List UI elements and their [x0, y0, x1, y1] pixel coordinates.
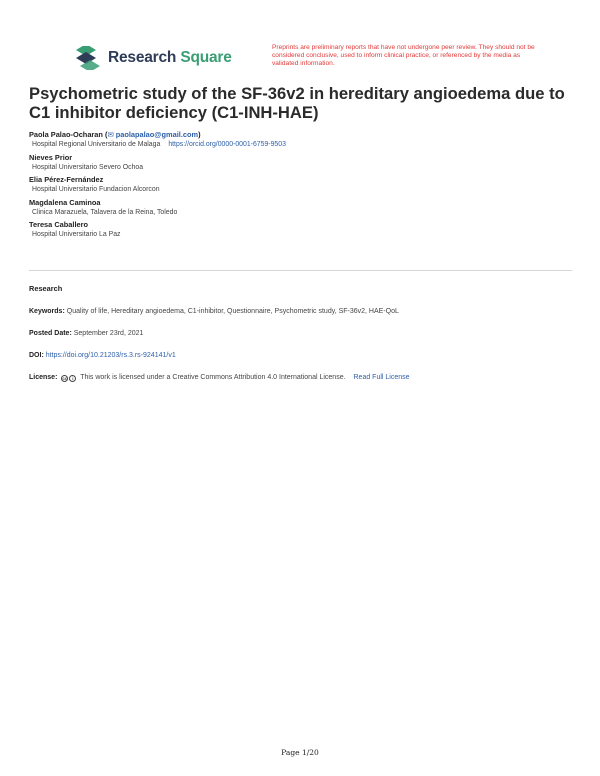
author-email-link[interactable]: ✉ paolapalao@gmail.com: [107, 130, 199, 139]
read-full-license-link[interactable]: Read Full License: [353, 374, 410, 381]
posted-date-value: September 23rd, 2021: [73, 330, 144, 337]
author-name: Teresa Caballero: [29, 220, 89, 229]
logo-text-square: Square: [180, 49, 232, 66]
logo-text-research: Research: [108, 49, 177, 66]
logo-text: [108, 49, 232, 67]
research-square-logo[interactable]: [74, 46, 232, 70]
author-affiliation: Hospital Universitario Severo Ochoa: [32, 163, 144, 171]
section-divider: [29, 270, 572, 271]
header: [74, 44, 534, 76]
article-metadata: [29, 284, 589, 395]
author-email[interactable]: paolapalao@gmail.com: [115, 130, 199, 139]
keywords-value: Quality of life, Hereditary angioedema, C1-inhibitor, Questionnaire, Psychometric study, SF-36v2, HAE-QoL: [66, 308, 399, 315]
preprint-disclaimer: Preprints are preliminary reports that have not undergone peer review. They should not be considered conclusive, used to inform clinical practice, or referenced by the media as validated information.: [272, 44, 535, 68]
cc-icon: cc: [62, 376, 68, 381]
creative-commons-icon: [61, 375, 76, 382]
posted-date-row: [29, 329, 589, 339]
author-affiliation: Clinica Marazuela, Talavera de la Reina, Toledo: [32, 208, 178, 216]
license-row: [29, 373, 589, 383]
section-label: Research: [29, 284, 63, 293]
research-square-logo-icon: [74, 46, 102, 70]
license-text: This work is licensed under a Creative Commons Attribution 4.0 International License.: [80, 374, 346, 381]
author-affiliation: Hospital Universitario Fundacion Alcorcon: [32, 186, 160, 193]
author-name-text: Paola Palao-Ocharan: [29, 130, 103, 139]
doi-row: [29, 351, 589, 361]
paper-title: Psychometric study of the SF-36v2 in hereditary angioedema due to C1 inhibitor deficiency (C1-INH-HAE): [29, 84, 565, 122]
posted-date-label: Posted Date:: [29, 330, 72, 337]
keywords-row: [29, 307, 589, 317]
author-affiliation: [29, 140, 589, 150]
attribution-icon: i: [69, 375, 76, 382]
doi-link[interactable]: https://doi.org/10.21203/rs.3.rs-924141/v1: [45, 352, 176, 359]
author-name: Elia Pérez-Fernández: [29, 175, 104, 184]
affiliation-text: Hospital Regional Universitario de Malaga: [32, 141, 161, 148]
author-list: [29, 130, 589, 243]
author-name: Paola Palao-Ocharan (✉ paolapalao@gmail.com): [29, 130, 201, 139]
license-label: License:: [29, 374, 58, 381]
author-name: Magdalena Caminoa: [29, 197, 101, 207]
keywords-label: Keywords:: [29, 308, 65, 315]
orcid-link[interactable]: https://orcid.org/0000-0001-6759-9503: [168, 141, 286, 148]
page-number: Page 1/20: [281, 748, 319, 757]
doi-label: DOI:: [29, 352, 44, 359]
author-affiliation: Hospital Universitario La Paz: [32, 231, 121, 238]
author-name: Nieves Prior: [29, 152, 73, 162]
